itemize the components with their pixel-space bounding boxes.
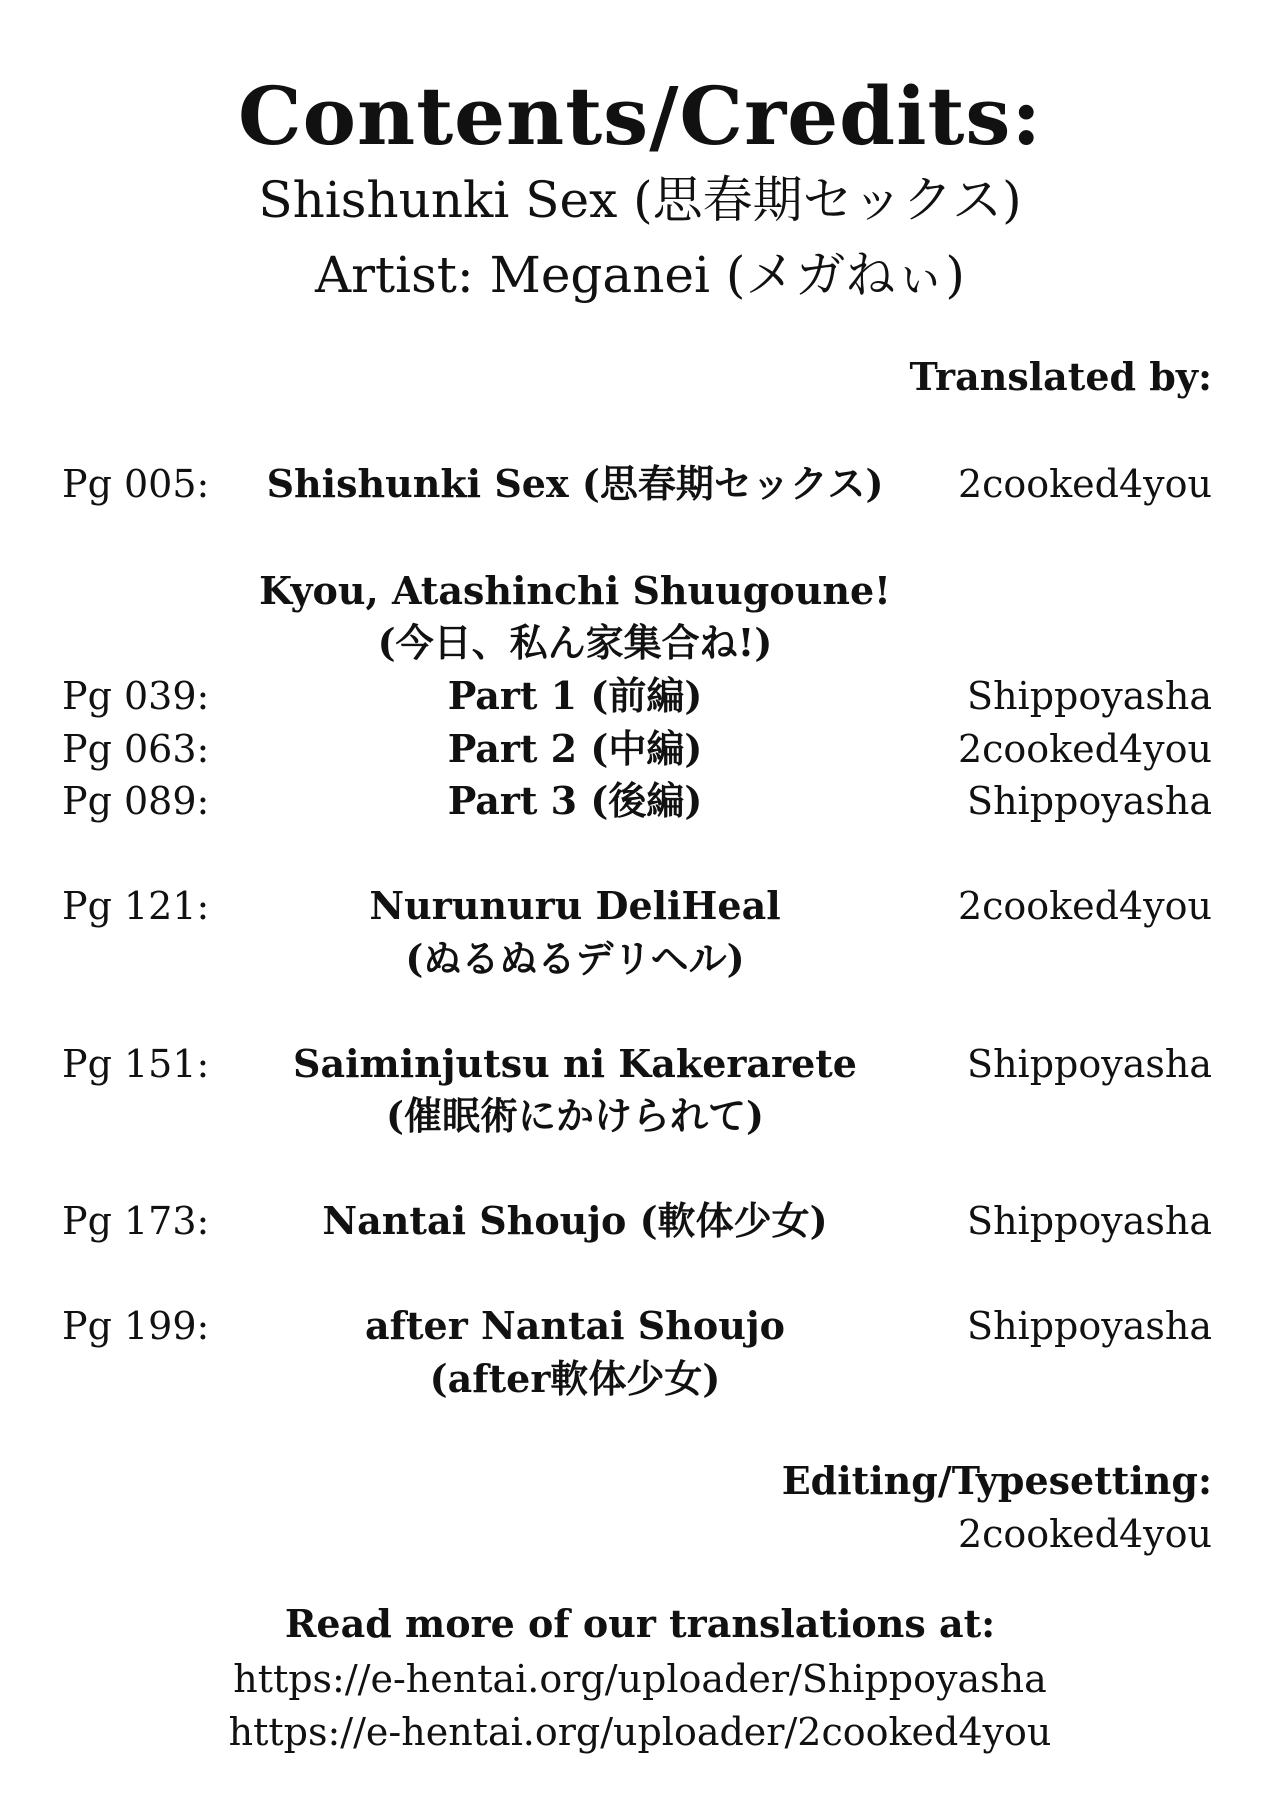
entry-translator: 2cooked4you xyxy=(957,727,1212,771)
book-title: Shishunki Sex (思春期セックス) xyxy=(258,171,1022,229)
read-more-label: Read more of our translations at: xyxy=(284,1601,996,1646)
artist-line: Artist: Meganei (メガねぃ) xyxy=(315,246,965,304)
entry-page-number: Pg 121: xyxy=(62,884,210,928)
translated-by-label: Translated by: xyxy=(909,354,1212,399)
entry-title: Part 3 (後編) xyxy=(447,778,703,823)
entry-translator: Shippoyasha xyxy=(967,1042,1212,1086)
entry-translator: Shippoyasha xyxy=(967,1304,1212,1348)
entry-page-number: Pg 173: xyxy=(62,1199,210,1243)
entry-title: Part 1 (前編) xyxy=(447,673,703,718)
uploader-link-2cooked4you[interactable]: https://e-hentai.org/uploader/2cooked4you xyxy=(228,1710,1052,1754)
group-title: Kyou, Atashinchi Shuugoune! xyxy=(259,568,891,613)
entry-title-jp: (ぬるぬるデリヘル) xyxy=(405,936,745,981)
entry-page-number: Pg 089: xyxy=(62,779,210,823)
entry-translator: Shippoyasha xyxy=(967,779,1212,823)
entry-page-number: Pg 063: xyxy=(62,727,210,771)
editing-credit: 2cooked4you xyxy=(957,1512,1212,1556)
entry-translator: Shippoyasha xyxy=(967,1199,1212,1243)
entry-translator: Shippoyasha xyxy=(967,674,1212,718)
editing-label: Editing/Typesetting: xyxy=(781,1458,1212,1503)
entry-title: Nantai Shoujo (軟体少女) xyxy=(322,1198,828,1243)
uploader-link-shippoyasha[interactable]: https://e-hentai.org/uploader/Shippoyasha xyxy=(233,1657,1047,1701)
page-title: Contents/Credits: xyxy=(238,69,1042,163)
entry-page-number: Pg 151: xyxy=(62,1042,210,1086)
entry-translator: 2cooked4you xyxy=(957,462,1212,506)
entry-title: Part 2 (中編) xyxy=(447,726,703,771)
entry-title: Saiminjutsu ni Kakerarete xyxy=(293,1041,857,1086)
entry-title-jp: (催眠術にかけられて) xyxy=(386,1093,764,1138)
entry-page-number: Pg 199: xyxy=(62,1304,210,1348)
entry-title-jp: (after軟体少女) xyxy=(429,1356,721,1401)
entry-page-number: Pg 039: xyxy=(62,674,210,718)
entry-translator: 2cooked4you xyxy=(957,884,1212,928)
entry-page-number: Pg 005: xyxy=(62,462,210,506)
group-title-jp: (今日、私ん家集合ね!) xyxy=(377,620,773,665)
entry-title: Nurunuru DeliHeal xyxy=(369,883,781,928)
entry-title: after Nantai Shoujo xyxy=(365,1303,785,1348)
entry-title: Shishunki Sex (思春期セックス) xyxy=(266,461,884,506)
